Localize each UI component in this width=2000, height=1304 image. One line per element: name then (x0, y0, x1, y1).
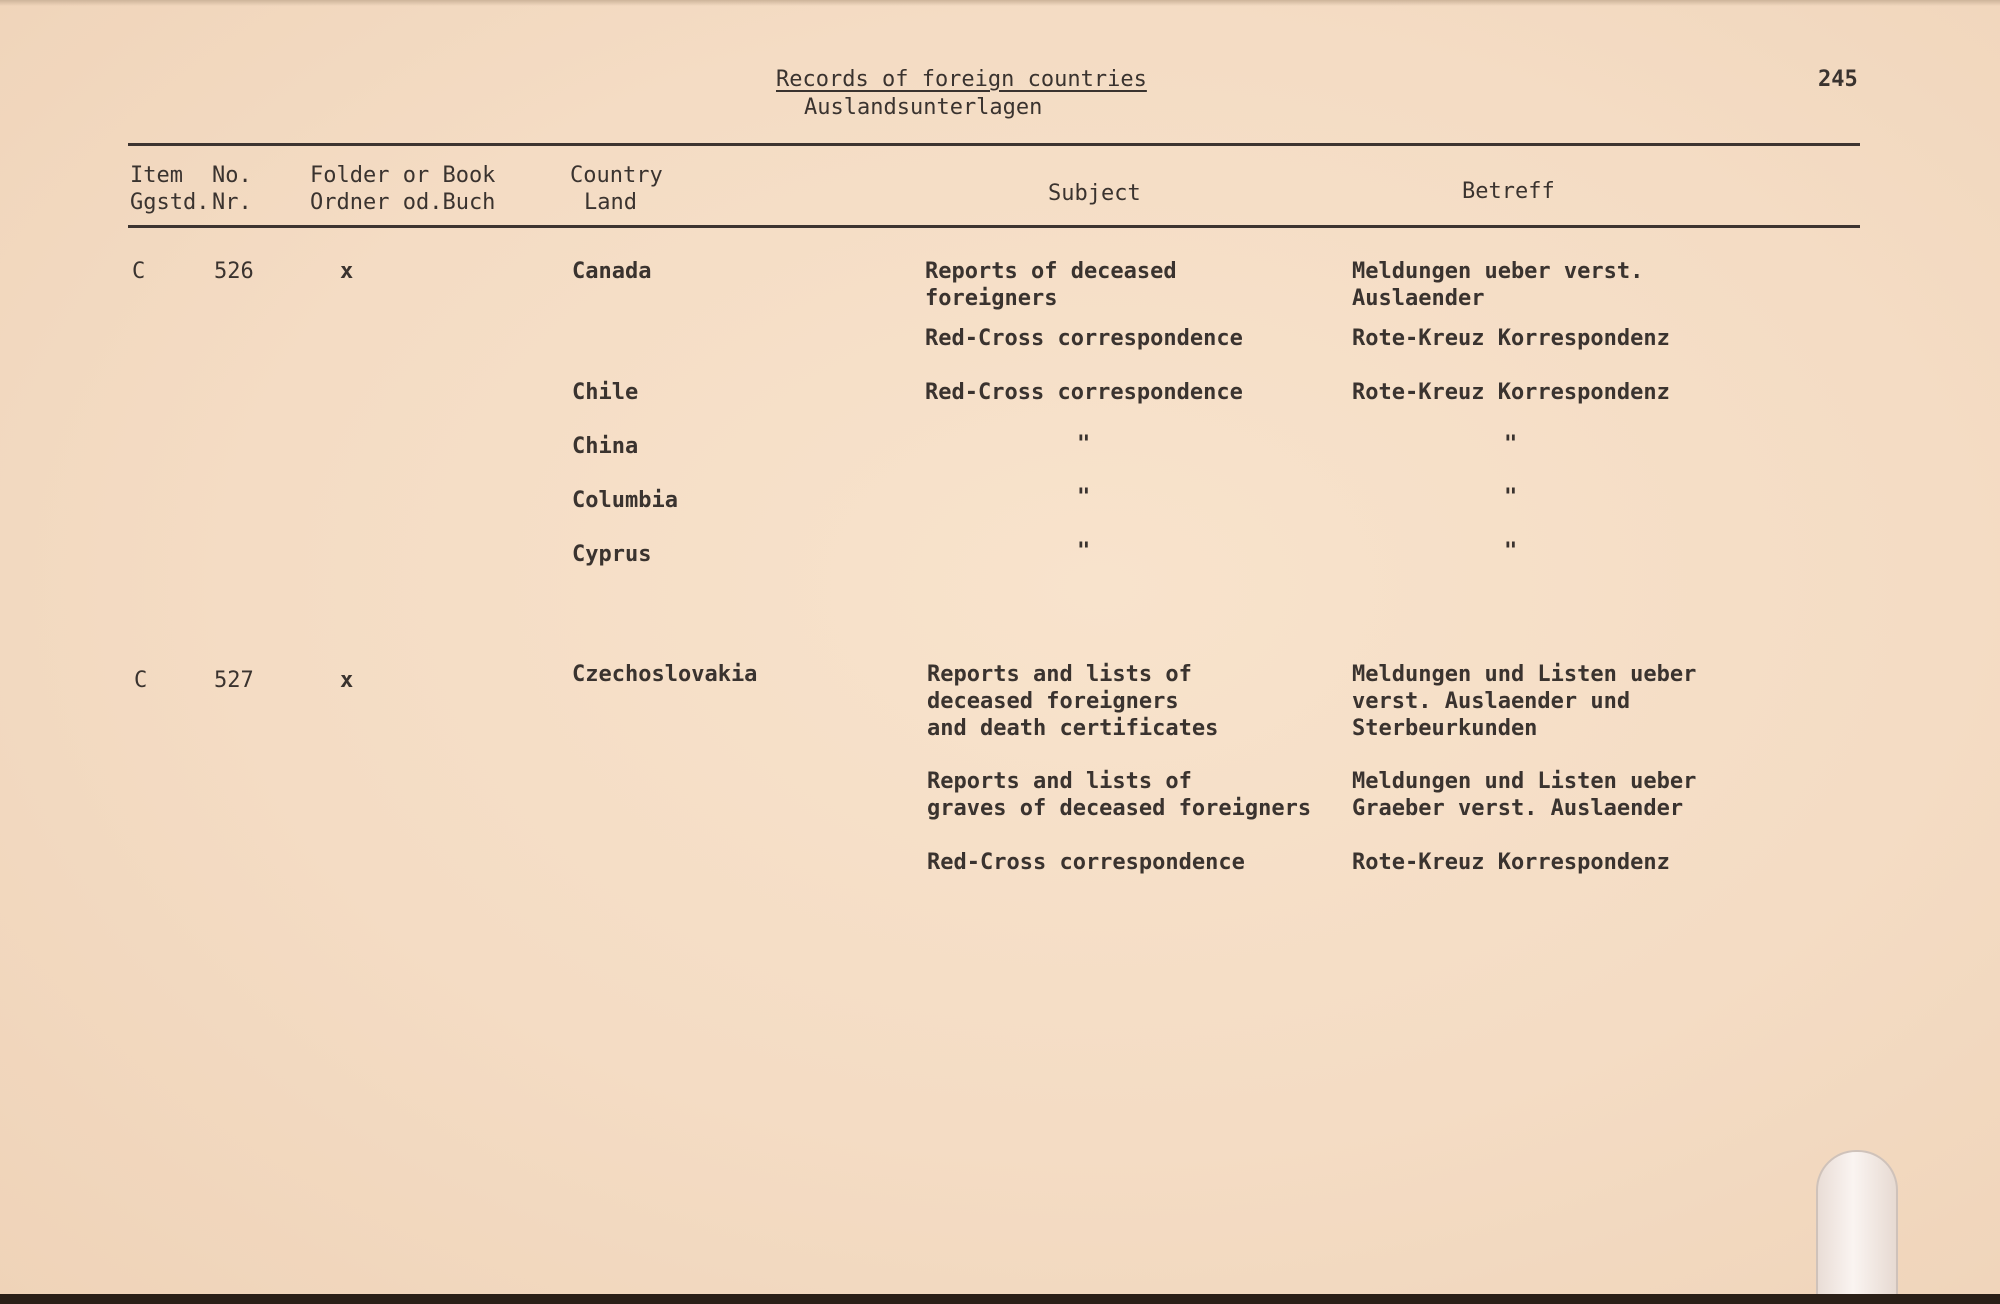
col-header-no-de: Nr. (212, 190, 252, 215)
betreff-line: verst. Auslaender und (1352, 689, 1631, 714)
subject-line: Red-Cross correspondence (925, 326, 1243, 351)
betreff-line: Meldungen ueber verst. (1352, 259, 1644, 284)
col-header-country: Country (570, 163, 663, 188)
header-rule (128, 225, 1860, 228)
entry-item: C (134, 668, 148, 693)
subject-line: deceased foreigners (927, 689, 1179, 714)
entry-folder-mark: x (340, 259, 354, 284)
subject-line: graves of deceased foreigners (927, 796, 1312, 821)
page-number: 245 (1818, 67, 1858, 92)
col-header-item: Item (130, 163, 183, 188)
entry-number: 527 (214, 668, 254, 693)
col-header-no: No. (212, 163, 252, 188)
entry-number: 526 (214, 259, 254, 284)
betreff-line: Sterbeurkunden (1352, 716, 1538, 741)
country-cell: Chile (572, 380, 639, 405)
col-header-country-de: Land (584, 190, 637, 215)
ditto-mark: " (1077, 539, 1091, 564)
betreff-line: Graeber verst. Auslaender (1352, 796, 1684, 821)
subject-line: Red-Cross correspondence (927, 850, 1245, 875)
page-title: Records of foreign countries (776, 67, 1147, 92)
subject-line: foreigners (925, 286, 1058, 311)
ditto-mark: " (1504, 485, 1518, 510)
betreff-line: Auslaender (1352, 286, 1485, 311)
betreff-line: Rote-Kreuz Korrespondenz (1352, 850, 1670, 875)
ditto-mark: " (1077, 432, 1091, 457)
page-divider-tab (1816, 1150, 1898, 1304)
col-header-folder-de: Ordner od.Buch (310, 190, 496, 215)
subject-line: Reports and lists of (927, 769, 1192, 794)
betreff-line: Meldungen und Listen ueber (1352, 769, 1697, 794)
ditto-mark: " (1504, 539, 1518, 564)
col-header-folder: Folder or Book (310, 163, 496, 188)
betreff-line: Rote-Kreuz Korrespondenz (1352, 380, 1670, 405)
col-header-item-de: Ggstd. (130, 190, 210, 215)
country-cell: Czechoslovakia (572, 662, 758, 687)
country-cell: Cyprus (572, 542, 652, 567)
ditto-mark: " (1504, 432, 1518, 457)
col-header-betreff: Betreff (1462, 179, 1555, 204)
subject-line: Reports of deceased (925, 259, 1177, 284)
page-subtitle: Auslandsunterlagen (804, 95, 1043, 120)
country-cell: China (572, 434, 639, 459)
subject-line: Reports and lists of (927, 662, 1192, 687)
top-rule (128, 143, 1860, 146)
country-cell: Canada (572, 259, 652, 284)
entry-item: C (132, 259, 146, 284)
col-header-subject: Subject (1048, 181, 1141, 206)
entry-folder-mark: x (340, 668, 354, 693)
subject-line: and death certificates (927, 716, 1219, 741)
country-cell: Columbia (572, 488, 678, 513)
betreff-line: Rote-Kreuz Korrespondenz (1352, 326, 1670, 351)
subject-line: Red-Cross correspondence (925, 380, 1243, 405)
betreff-line: Meldungen und Listen ueber (1352, 662, 1697, 687)
ditto-mark: " (1077, 485, 1091, 510)
